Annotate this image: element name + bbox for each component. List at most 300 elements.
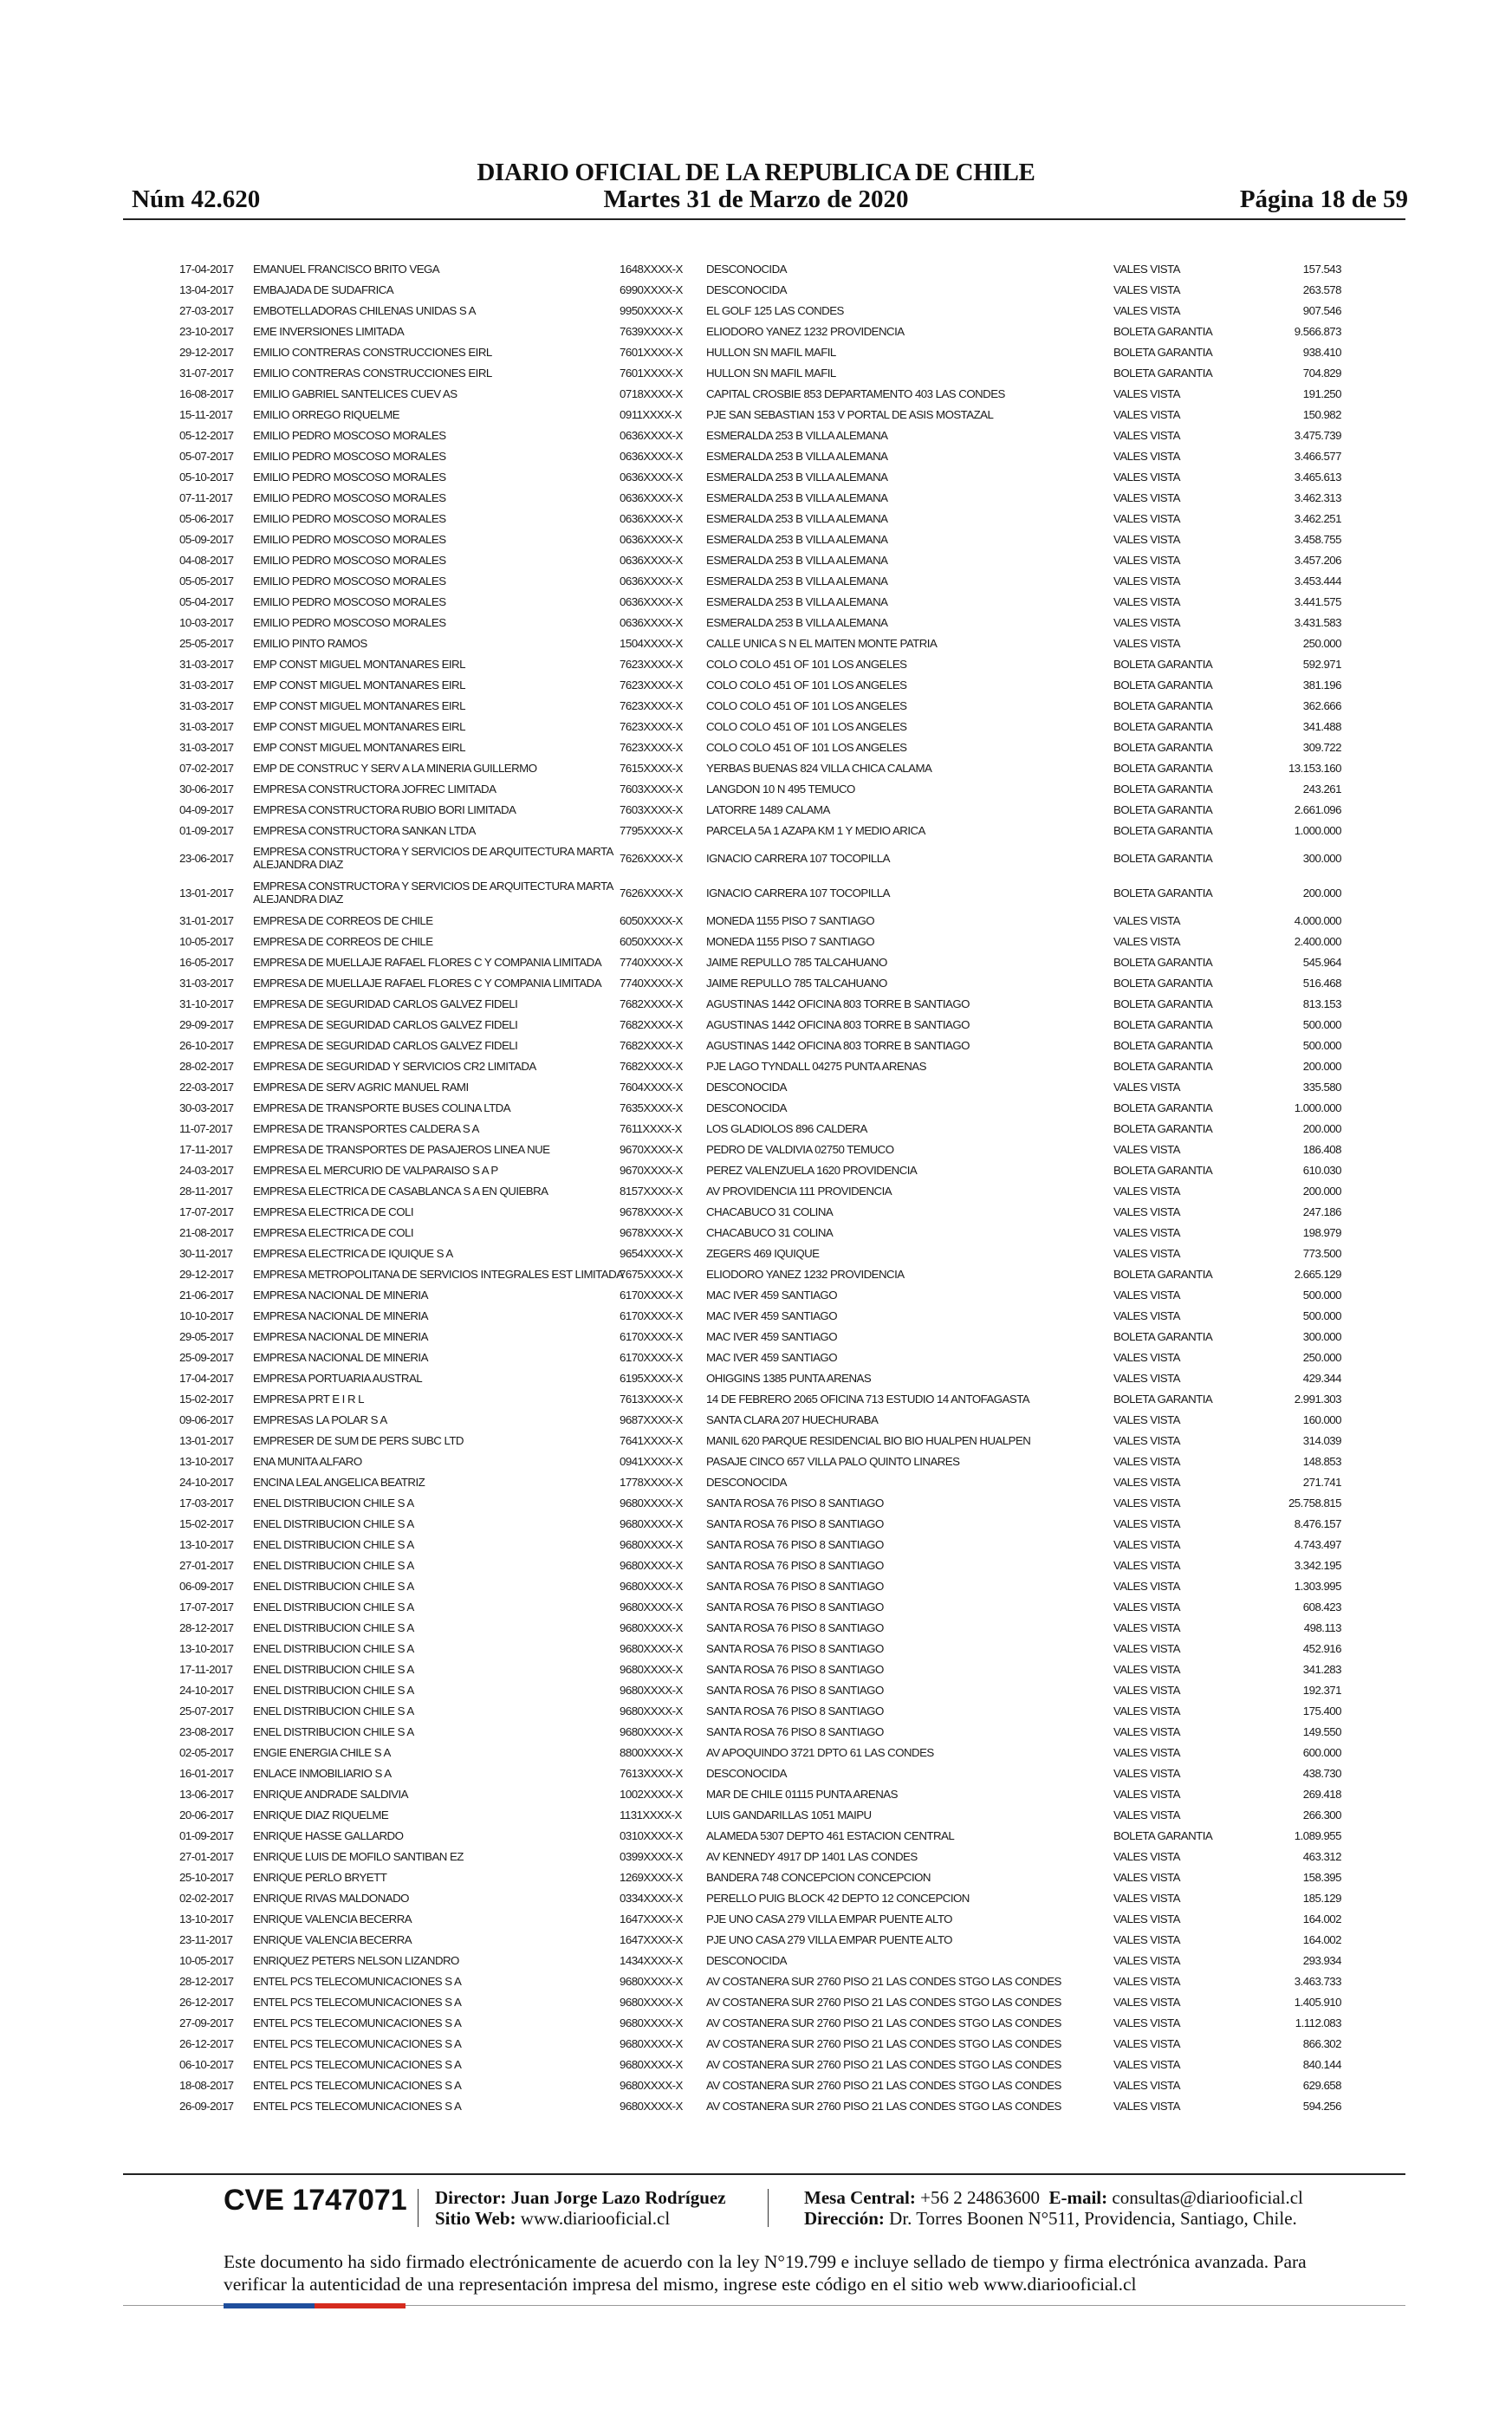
table-row	[169, 2095, 1356, 2116]
record-type: VALES VISTA	[1113, 1912, 1180, 1925]
flag-stripe-blue	[224, 2303, 315, 2308]
record-name: EMP DE CONSTRUC Y SERV A LA MINERIA GUILLERMO	[253, 761, 537, 775]
issue-date: Martes 31 de Marzo de 2020	[603, 185, 909, 213]
record-address: ESMERALDA 253 B VILLA ALEMANA	[706, 615, 888, 629]
record-address: JAIME REPULLO 785 TALCAHUANO	[706, 976, 887, 990]
record-rut: 9950XXXX-X	[620, 303, 683, 317]
record-date: 01-09-2017	[179, 1828, 234, 1842]
record-amount: 500.000	[1302, 1017, 1341, 1031]
record-name: ENRIQUE ANDRADE SALDIVIA	[253, 1787, 408, 1801]
record-date: 02-02-2017	[179, 1891, 234, 1905]
record-date: 23-08-2017	[179, 1724, 234, 1738]
record-amount: 1.405.910	[1294, 1995, 1341, 2009]
record-name: ENEL DISTRIBUCION CHILE S A	[253, 1496, 414, 1510]
record-address: PEDRO DE VALDIVIA 02750 TEMUCO	[706, 1142, 894, 1156]
record-type: VALES VISTA	[1113, 1995, 1180, 2009]
record-rut: 7601XXXX-X	[620, 366, 683, 380]
record-name: EMPRESA DE MUELLAJE RAFAEL FLORES C Y COMPANIA LIMITADA	[253, 976, 602, 990]
flag-stripe	[224, 2303, 406, 2308]
record-type: VALES VISTA	[1113, 1288, 1180, 1302]
table-row	[169, 993, 1356, 1014]
table-row	[169, 1763, 1356, 1783]
record-address: ESMERALDA 253 B VILLA ALEMANA	[706, 532, 888, 546]
table-row	[169, 1263, 1356, 1284]
record-name: EMP CONST MIGUEL MONTANARES EIRL	[253, 678, 465, 692]
record-type: BOLETA GARANTIA	[1113, 1267, 1213, 1281]
record-address: AV COSTANERA SUR 2760 PISO 21 LAS CONDES STGO LAS CONDES	[706, 2078, 1061, 2092]
record-name: EMPRESA NACIONAL DE MINERIA	[253, 1329, 428, 1343]
table-row	[169, 487, 1356, 508]
record-type: VALES VISTA	[1113, 303, 1180, 317]
record-address: JAIME REPULLO 785 TALCAHUANO	[706, 955, 887, 969]
record-date: 31-10-2017	[179, 997, 234, 1010]
record-amount: 608.423	[1302, 1600, 1341, 1614]
record-name: ENEL DISTRIBUCION CHILE S A	[253, 1641, 414, 1655]
table-row	[169, 508, 1356, 529]
record-name: EMPRESA DE MUELLAJE RAFAEL FLORES C Y COMPANIA LIMITADA	[253, 955, 602, 969]
record-address: COLO COLO 451 OF 101 LOS ANGELES	[706, 698, 907, 712]
record-rut: 7601XXXX-X	[620, 345, 683, 359]
record-address: COLO COLO 451 OF 101 LOS ANGELES	[706, 657, 907, 671]
record-rut: 1778XXXX-X	[620, 1475, 683, 1489]
record-amount: 429.344	[1302, 1371, 1341, 1385]
record-amount: 452.916	[1302, 1641, 1341, 1655]
table-row	[169, 1804, 1356, 1825]
record-name: EMPRESAS LA POLAR S A	[253, 1412, 387, 1426]
website-line	[435, 2208, 670, 2230]
record-type: VALES VISTA	[1113, 1475, 1180, 1489]
cve-code: CVE 1747071	[224, 2184, 407, 2217]
record-name: ENEL DISTRIBUCION CHILE S A	[253, 1600, 414, 1614]
record-name: ENRIQUE PERLO BRYETT	[253, 1870, 387, 1884]
record-type: VALES VISTA	[1113, 470, 1180, 484]
record-date: 26-12-2017	[179, 2036, 234, 2050]
table-row	[169, 910, 1356, 931]
record-name: ENTEL PCS TELECOMUNICACIONES S A	[253, 2057, 462, 2071]
record-type: VALES VISTA	[1113, 490, 1180, 504]
record-address: IGNACIO CARRERA 107 TOCOPILLA	[706, 851, 890, 865]
record-type: VALES VISTA	[1113, 1787, 1180, 1801]
record-type: VALES VISTA	[1113, 574, 1180, 588]
website-link[interactable]: www.diariooficial.cl	[520, 2208, 671, 2229]
record-type: VALES VISTA	[1113, 1579, 1180, 1593]
record-rut: 9680XXXX-X	[620, 1974, 683, 1988]
record-date: 09-06-2017	[179, 1412, 234, 1426]
record-date: 26-12-2017	[179, 1995, 234, 2009]
record-amount: 1.112.083	[1295, 2016, 1341, 2029]
table-row	[169, 1055, 1356, 1076]
record-rut: 0941XXXX-X	[620, 1454, 683, 1468]
record-address: SANTA ROSA 76 PISO 8 SANTIAGO	[706, 1683, 884, 1697]
table-row	[169, 2033, 1356, 2054]
record-address: SANTA ROSA 76 PISO 8 SANTIAGO	[706, 1600, 884, 1614]
footer-separator	[768, 2189, 769, 2227]
record-name: EMPRESA DE TRANSPORTE BUSES COLINA LTDA	[253, 1101, 511, 1114]
table-row	[169, 1097, 1356, 1118]
record-address: SANTA ROSA 76 PISO 8 SANTIAGO	[706, 1496, 884, 1510]
record-type: VALES VISTA	[1113, 2036, 1180, 2050]
record-date: 31-03-2017	[179, 657, 234, 671]
record-type: VALES VISTA	[1113, 636, 1180, 650]
record-name: ENRIQUE VALENCIA BECERRA	[253, 1912, 412, 1925]
record-amount: 9.566.873	[1294, 324, 1341, 338]
record-name: ENEL DISTRIBUCION CHILE S A	[253, 1683, 414, 1697]
record-name: EMPRESA CONSTRUCTORA SANKAN LTDA	[253, 823, 476, 837]
record-address: ESMERALDA 253 B VILLA ALEMANA	[706, 511, 888, 525]
record-date: 05-07-2017	[179, 449, 234, 463]
record-type: BOLETA GARANTIA	[1113, 1392, 1213, 1406]
record-date: 25-10-2017	[179, 1870, 234, 1884]
record-type: VALES VISTA	[1113, 2057, 1180, 2071]
record-amount: 840.144	[1302, 2057, 1341, 2071]
table-row	[169, 2075, 1356, 2095]
record-amount: 293.934	[1302, 1953, 1341, 1967]
record-date: 07-02-2017	[179, 761, 234, 775]
record-rut: 1647XXXX-X	[620, 1932, 683, 1946]
table-row	[169, 875, 1356, 910]
record-amount: 341.488	[1302, 719, 1341, 733]
table-row	[169, 1971, 1356, 1991]
record-type: VALES VISTA	[1113, 594, 1180, 608]
record-name: EMILIO PEDRO MOSCOSO MORALES	[253, 553, 446, 567]
record-rut: 7682XXXX-X	[620, 1059, 683, 1073]
table-row	[169, 820, 1356, 841]
record-date: 29-12-2017	[179, 345, 234, 359]
record-rut: 6050XXXX-X	[620, 913, 683, 927]
record-name: EMILIO PEDRO MOSCOSO MORALES	[253, 511, 446, 525]
record-type: VALES VISTA	[1113, 1620, 1180, 1634]
record-address: SANTA ROSA 76 PISO 8 SANTIAGO	[706, 1662, 884, 1676]
record-name: EME INVERSIONES LIMITADA	[253, 324, 405, 338]
table-row	[169, 1201, 1356, 1222]
header-divider	[123, 218, 1405, 220]
record-amount: 610.030	[1302, 1163, 1341, 1177]
record-rut: 0636XXXX-X	[620, 470, 683, 484]
record-address: ELIODORO YANEZ 1232 PROVIDENCIA	[706, 1267, 905, 1281]
record-address: SANTA CLARA 207 HUECHURABA	[706, 1412, 879, 1426]
record-amount: 500.000	[1302, 1288, 1341, 1302]
record-date: 04-08-2017	[179, 553, 234, 567]
record-type: VALES VISTA	[1113, 1683, 1180, 1697]
record-date: 22-03-2017	[179, 1080, 234, 1094]
record-type: VALES VISTA	[1113, 1932, 1180, 1946]
record-type: VALES VISTA	[1113, 407, 1180, 421]
record-amount: 362.666	[1302, 698, 1341, 712]
record-rut: 0911XXXX-X	[620, 407, 682, 421]
record-rut: 0636XXXX-X	[620, 449, 683, 463]
director-name: Juan Jorge Lazo Rodríguez	[510, 2187, 726, 2208]
record-date: 16-01-2017	[179, 1766, 234, 1780]
record-rut: 6170XXXX-X	[620, 1350, 683, 1364]
record-date: 24-10-2017	[179, 1475, 234, 1489]
record-type: VALES VISTA	[1113, 1184, 1180, 1198]
record-name: ENEL DISTRIBUCION CHILE S A	[253, 1662, 414, 1676]
table-row	[169, 1409, 1356, 1430]
record-rut: 6170XXXX-X	[620, 1329, 683, 1343]
record-name: EMPRESA CONSTRUCTORA Y SERVICIOS DE ARQUITECTURA MARTA ALEJANDRA DIAZ	[253, 880, 613, 906]
record-date: 25-07-2017	[179, 1704, 234, 1717]
record-address: MAC IVER 459 SANTIAGO	[706, 1288, 838, 1302]
record-address: SANTA ROSA 76 PISO 8 SANTIAGO	[706, 1641, 884, 1655]
record-type: VALES VISTA	[1113, 428, 1180, 442]
record-address: LATORRE 1489 CALAMA	[706, 802, 830, 816]
record-date: 28-11-2017	[179, 1184, 233, 1198]
email-link[interactable]: consultas@diariooficial.cl	[1112, 2187, 1303, 2208]
record-address: OHIGGINS 1385 PUNTA ARENAS	[706, 1371, 872, 1385]
record-amount: 263.578	[1302, 282, 1341, 296]
record-amount: 3.462.251	[1294, 511, 1341, 525]
record-date: 16-08-2017	[179, 386, 234, 400]
record-amount: 4.743.497	[1294, 1537, 1341, 1551]
table-row	[169, 695, 1356, 716]
record-name: EMILIO PEDRO MOSCOSO MORALES	[253, 574, 446, 588]
table-row	[169, 1596, 1356, 1617]
table-row	[169, 674, 1356, 695]
record-date: 17-11-2017	[179, 1662, 233, 1676]
table-row	[169, 778, 1356, 799]
record-date: 10-05-2017	[179, 934, 234, 948]
record-name: EMANUEL FRANCISCO BRITO VEGA	[253, 262, 440, 276]
record-date: 13-01-2017	[179, 1433, 234, 1447]
record-rut: 1269XXXX-X	[620, 1870, 683, 1884]
record-name: ENCINA LEAL ANGELICA BEATRIZ	[253, 1475, 425, 1489]
record-name: EMILIO ORREGO RIQUELME	[253, 407, 399, 421]
record-rut: 1504XXXX-X	[620, 636, 683, 650]
record-date: 29-12-2017	[179, 1267, 234, 1281]
record-amount: 3.441.575	[1294, 594, 1341, 608]
address-line	[804, 2208, 1297, 2230]
record-type: VALES VISTA	[1113, 1641, 1180, 1655]
record-rut: 0636XXXX-X	[620, 511, 683, 525]
record-date: 10-03-2017	[179, 615, 234, 629]
record-type: VALES VISTA	[1113, 553, 1180, 567]
record-amount: 341.283	[1302, 1662, 1341, 1676]
record-amount: 866.302	[1302, 2036, 1341, 2050]
record-date: 21-08-2017	[179, 1225, 234, 1239]
record-amount: 164.002	[1302, 1932, 1341, 1946]
record-amount: 907.546	[1302, 303, 1341, 317]
records-table	[169, 258, 1356, 2116]
record-amount: 200.000	[1302, 1059, 1341, 1073]
record-address: PARCELA 5A 1 AZAPA KM 1 Y MEDIO ARICA	[706, 823, 925, 837]
record-amount: 3.465.613	[1294, 470, 1341, 484]
record-type: VALES VISTA	[1113, 532, 1180, 546]
record-address: SANTA ROSA 76 PISO 8 SANTIAGO	[706, 1704, 884, 1717]
table-row	[169, 2054, 1356, 2075]
record-name: EMPRESA DE SEGURIDAD Y SERVICIOS CR2 LIMITADA	[253, 1059, 536, 1073]
record-name: EMPRESA DE SEGURIDAD CARLOS GALVEZ FIDELI	[253, 997, 518, 1010]
record-rut: 7604XXXX-X	[620, 1080, 683, 1094]
record-type: BOLETA GARANTIA	[1113, 324, 1213, 338]
table-row	[169, 1388, 1356, 1409]
record-type: VALES VISTA	[1113, 1953, 1180, 1967]
record-rut: 7603XXXX-X	[620, 802, 683, 816]
record-name: EMPRESA DE CORREOS DE CHILE	[253, 934, 433, 948]
record-address: SANTA ROSA 76 PISO 8 SANTIAGO	[706, 1558, 884, 1572]
record-name: ENRIQUE DIAZ RIQUELME	[253, 1808, 389, 1821]
record-rut: 9680XXXX-X	[620, 2016, 683, 2029]
record-date: 13-06-2017	[179, 1787, 234, 1801]
record-name: EMILIO PEDRO MOSCOSO MORALES	[253, 532, 446, 546]
record-amount: 938.410	[1302, 345, 1341, 359]
record-rut: 9670XXXX-X	[620, 1142, 683, 1156]
record-rut: 9680XXXX-X	[620, 1620, 683, 1634]
record-date: 30-06-2017	[179, 782, 234, 795]
mesa-phone: +56 2 24863600	[920, 2187, 1040, 2208]
record-rut: 7682XXXX-X	[620, 1017, 683, 1031]
record-rut: 7623XXXX-X	[620, 740, 683, 754]
record-amount: 160.000	[1302, 1412, 1341, 1426]
record-date: 31-03-2017	[179, 719, 234, 733]
record-rut: 9687XXXX-X	[620, 1412, 683, 1426]
record-name: ENRIQUE LUIS DE MOFILO SANTIBAN EZ	[253, 1849, 464, 1863]
record-type: BOLETA GARANTIA	[1113, 1329, 1213, 1343]
contact-line	[804, 2187, 1303, 2209]
record-amount: 2.400.000	[1294, 934, 1341, 948]
record-amount: 300.000	[1302, 851, 1341, 865]
table-row	[169, 757, 1356, 778]
record-amount: 3.475.739	[1294, 428, 1341, 442]
record-name: EMPRESA NACIONAL DE MINERIA	[253, 1308, 428, 1322]
record-date: 15-02-2017	[179, 1392, 234, 1406]
table-row	[169, 1825, 1356, 1846]
record-name: ENLACE INMOBILIARIO S A	[253, 1766, 392, 1780]
record-name: EMP CONST MIGUEL MONTANARES EIRL	[253, 698, 465, 712]
record-name: ENEL DISTRIBUCION CHILE S A	[253, 1537, 414, 1551]
table-row	[169, 1617, 1356, 1638]
record-type: VALES VISTA	[1113, 1891, 1180, 1905]
record-amount: 191.250	[1302, 386, 1341, 400]
table-row	[169, 1846, 1356, 1867]
address-text: Dr. Torres Boonen N°511, Providencia, Santiago, Chile.	[889, 2208, 1297, 2229]
record-address: MAC IVER 459 SANTIAGO	[706, 1350, 838, 1364]
record-type: BOLETA GARANTIA	[1113, 345, 1213, 359]
record-type: BOLETA GARANTIA	[1113, 782, 1213, 795]
record-type: VALES VISTA	[1113, 1205, 1180, 1218]
footer-divider	[123, 2173, 1405, 2175]
record-address: PASAJE CINCO 657 VILLA PALO QUINTO LINARES	[706, 1454, 960, 1468]
record-type: BOLETA GARANTIA	[1113, 851, 1213, 865]
table-row	[169, 362, 1356, 383]
record-name: EMPRESA DE TRANSPORTES CALDERA S A	[253, 1121, 479, 1135]
table-row	[169, 445, 1356, 466]
table-row	[169, 300, 1356, 321]
record-address: AGUSTINAS 1442 OFICINA 803 TORRE B SANTIAGO	[706, 997, 970, 1010]
table-row	[169, 799, 1356, 820]
record-amount: 314.039	[1302, 1433, 1341, 1447]
record-type: BOLETA GARANTIA	[1113, 740, 1213, 754]
record-name: EMPRESA PRT E I R L	[253, 1392, 364, 1406]
record-date: 02-05-2017	[179, 1745, 234, 1759]
table-row	[169, 1180, 1356, 1201]
record-date: 13-10-2017	[179, 1912, 234, 1925]
record-rut: 9680XXXX-X	[620, 1579, 683, 1593]
record-date: 25-05-2017	[179, 636, 234, 650]
table-row	[169, 383, 1356, 404]
record-rut: 1434XXXX-X	[620, 1953, 683, 1967]
table-row	[169, 1076, 1356, 1097]
record-amount: 600.000	[1302, 1745, 1341, 1759]
record-address: ELIODORO YANEZ 1232 PROVIDENCIA	[706, 324, 905, 338]
table-row	[169, 1430, 1356, 1451]
record-amount: 813.153	[1302, 997, 1341, 1010]
record-rut: 9680XXXX-X	[620, 2078, 683, 2092]
signature-note: Este documento ha sido firmado electrónicamente de acuerdo con la ley N°19.799 e incluye sellado de tiempo y firma electrónica avanzada. Para verificar la autenticidad de una representación impresa del mismo, ingrese este código en el sitio web www.diariooficial.cl	[224, 2251, 1307, 2295]
record-type: VALES VISTA	[1113, 1745, 1180, 1759]
record-date: 31-01-2017	[179, 913, 234, 927]
record-amount: 271.741	[1302, 1475, 1341, 1489]
record-name: EMBAJADA DE SUDAFRICA	[253, 282, 394, 296]
record-amount: 1.089.955	[1294, 1828, 1341, 1842]
record-date: 13-01-2017	[179, 886, 234, 899]
record-date: 31-03-2017	[179, 976, 234, 990]
record-amount: 438.730	[1302, 1766, 1341, 1780]
table-row	[169, 841, 1356, 875]
record-amount: 149.550	[1302, 1724, 1341, 1738]
record-address: ESMERALDA 253 B VILLA ALEMANA	[706, 428, 888, 442]
record-address: CHACABUCO 31 COLINA	[706, 1205, 834, 1218]
record-rut: 9654XXXX-X	[620, 1246, 683, 1260]
record-type: BOLETA GARANTIA	[1113, 1101, 1213, 1114]
record-type: BOLETA GARANTIA	[1113, 823, 1213, 837]
table-row	[169, 1305, 1356, 1326]
record-address: AV COSTANERA SUR 2760 PISO 21 LAS CONDES STGO LAS CONDES	[706, 2057, 1061, 2071]
record-rut: 7613XXXX-X	[620, 1766, 683, 1780]
table-row	[169, 1035, 1356, 1055]
record-address: DESCONOCIDA	[706, 1953, 787, 1967]
table-row	[169, 341, 1356, 362]
record-amount: 186.408	[1302, 1142, 1341, 1156]
record-name: EMPRESA METROPOLITANA DE SERVICIOS INTEGRALES EST LIMITADA	[253, 1267, 624, 1281]
record-amount: 500.000	[1302, 1038, 1341, 1052]
record-address: PJE UNO CASA 279 VILLA EMPAR PUENTE ALTO	[706, 1932, 952, 1946]
record-amount: 150.982	[1302, 407, 1341, 421]
record-rut: 9680XXXX-X	[620, 1724, 683, 1738]
record-name: EMILIO PEDRO MOSCOSO MORALES	[253, 428, 446, 442]
record-address: EL GOLF 125 LAS CONDES	[706, 303, 844, 317]
record-name: EMILIO PEDRO MOSCOSO MORALES	[253, 594, 446, 608]
table-row	[169, 1534, 1356, 1555]
record-rut: 7623XXXX-X	[620, 678, 683, 692]
record-date: 27-03-2017	[179, 303, 234, 317]
record-name: EMPRESA NACIONAL DE MINERIA	[253, 1288, 428, 1302]
record-address: IGNACIO CARRERA 107 TOCOPILLA	[706, 886, 890, 899]
record-date: 17-04-2017	[179, 262, 234, 276]
record-rut: 9678XXXX-X	[620, 1205, 683, 1218]
record-rut: 8800XXXX-X	[620, 1745, 683, 1759]
record-type: VALES VISTA	[1113, 1225, 1180, 1239]
record-type: BOLETA GARANTIA	[1113, 802, 1213, 816]
issue-number: Núm 42.620	[132, 185, 261, 213]
record-date: 13-10-2017	[179, 1454, 234, 1468]
record-rut: 6195XXXX-X	[620, 1371, 683, 1385]
table-row	[169, 1014, 1356, 1035]
record-amount: 8.476.157	[1294, 1516, 1341, 1530]
record-address: SANTA ROSA 76 PISO 8 SANTIAGO	[706, 1516, 884, 1530]
table-row	[169, 931, 1356, 951]
table-row	[169, 1118, 1356, 1139]
record-name: EMILIO PEDRO MOSCOSO MORALES	[253, 449, 446, 463]
record-address: AV COSTANERA SUR 2760 PISO 21 LAS CONDES STGO LAS CONDES	[706, 2099, 1061, 2113]
record-address: BANDERA 748 CONCEPCION CONCEPCION	[706, 1870, 931, 1884]
record-name: EMILIO CONTRERAS CONSTRUCCIONES EIRL	[253, 345, 492, 359]
record-type: BOLETA GARANTIA	[1113, 1163, 1213, 1177]
record-amount: 192.371	[1302, 1683, 1341, 1697]
record-type: BOLETA GARANTIA	[1113, 955, 1213, 969]
record-name: ENGIE ENERGIA CHILE S A	[253, 1745, 391, 1759]
table-row	[169, 653, 1356, 674]
record-rut: 7611XXXX-X	[620, 1121, 682, 1135]
